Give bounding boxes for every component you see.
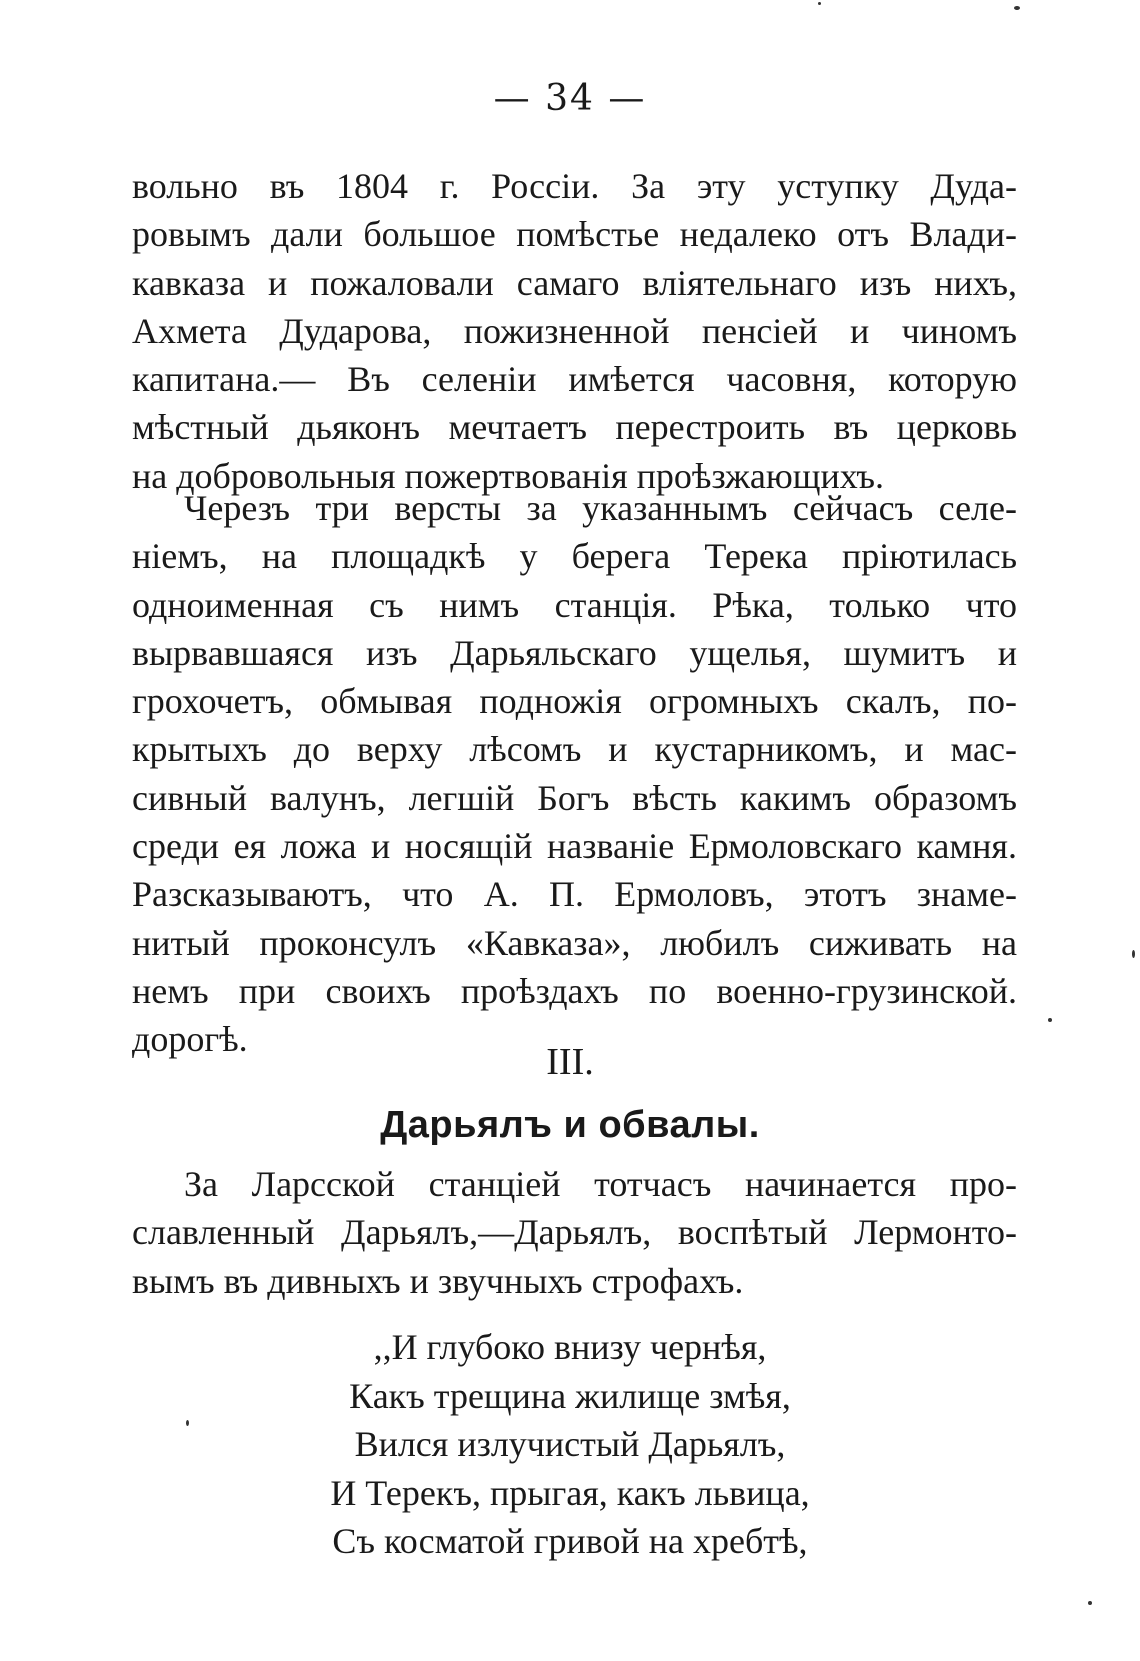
verse-line: Какъ трещина жилище змѣя,	[349, 1375, 791, 1416]
text-line: славленный Дарьялъ,—Дарьялъ, воспѣтый Лермонто-	[132, 1212, 1017, 1253]
paragraph-2	[132, 484, 1017, 1064]
paragraph-3	[132, 1160, 1017, 1305]
text-line: дорогѣ.	[132, 1019, 248, 1060]
scan-speck	[1132, 950, 1135, 958]
text-line: Ахмета Дударова, пожизненной пенсіей и чиномъ	[132, 310, 1017, 351]
verse-line: ,,И глубоко внизу чернѣя,	[373, 1327, 767, 1367]
scan-speck	[1088, 1601, 1092, 1605]
text-line: вольно въ 1804 г. Россіи. За эту уступку Дуда-	[132, 166, 1017, 206]
verse-quote	[0, 1323, 1140, 1566]
chapter-title: Дарьялъ и обвалы.	[380, 1104, 760, 1146]
text-line: За Ларсской станціей тотчасъ начинается про-	[184, 1164, 1017, 1204]
page-number: — 34 —	[493, 78, 647, 119]
chapter-number: III.	[546, 1041, 594, 1083]
text-line: мѣстный дьяконъ мечтаетъ перестроить въ церковь	[132, 407, 1017, 448]
scan-speck	[1048, 1018, 1052, 1022]
scan-speck	[186, 1420, 189, 1426]
verse-line: И Терекъ, прыгая, какъ львица,	[330, 1472, 810, 1513]
text-line: грохочетъ, обмывая подножія огромныхъ скалъ, по-	[132, 681, 1017, 722]
text-line: немъ при своихъ проѣздахъ по военно-грузинской.	[132, 970, 1017, 1011]
text-line: Черезъ три версты за указаннымъ сейчасъ селе-	[184, 488, 1017, 528]
text-line: среди ея ложа и носящій названіе Ермоловскаго камня.	[132, 826, 1017, 867]
verse-line: Съ косматой гривой на хребтѣ,	[332, 1521, 808, 1561]
verse-line: Вился излучистый Дарьялъ,	[354, 1424, 786, 1464]
scan-speck	[818, 2, 821, 5]
text-line: кавказа и пожаловали самаго вліятельнаго изъ нихъ,	[132, 262, 1017, 303]
text-line: на добровольныя пожертвованія проѣзжающихъ.	[132, 455, 884, 496]
text-line: нитый проконсулъ «Кавказа», любилъ сиживать на	[132, 922, 1017, 963]
text-line: вырвавшаяся изъ Дарьяльскаго ущелья, шумитъ и	[132, 632, 1017, 673]
text-line: крытыхъ до верху лѣсомъ и кустарникомъ, и мас-	[132, 729, 1017, 770]
text-line: сивный валунъ, легшій Богъ вѣсть какимъ образомъ	[132, 777, 1017, 818]
paragraph-1	[132, 162, 1017, 500]
scan-speck	[1014, 6, 1020, 10]
text-line: ровымъ дали большое помѣстье недалеко отъ Влади-	[132, 214, 1017, 255]
text-line: капитана.— Въ селеніи имѣется часовня, которую	[132, 359, 1017, 400]
text-line: вымъ въ дивныхъ и звучныхъ строфахъ.	[132, 1260, 744, 1301]
text-line: одноименная съ нимъ станція. Рѣка, только что	[132, 584, 1017, 625]
text-line: ніемъ, на площадкѣ у берега Терека пріютилась	[132, 536, 1017, 577]
text-line: Разсказываютъ, что А. П. Ермоловъ, этотъ знаме-	[132, 874, 1017, 915]
